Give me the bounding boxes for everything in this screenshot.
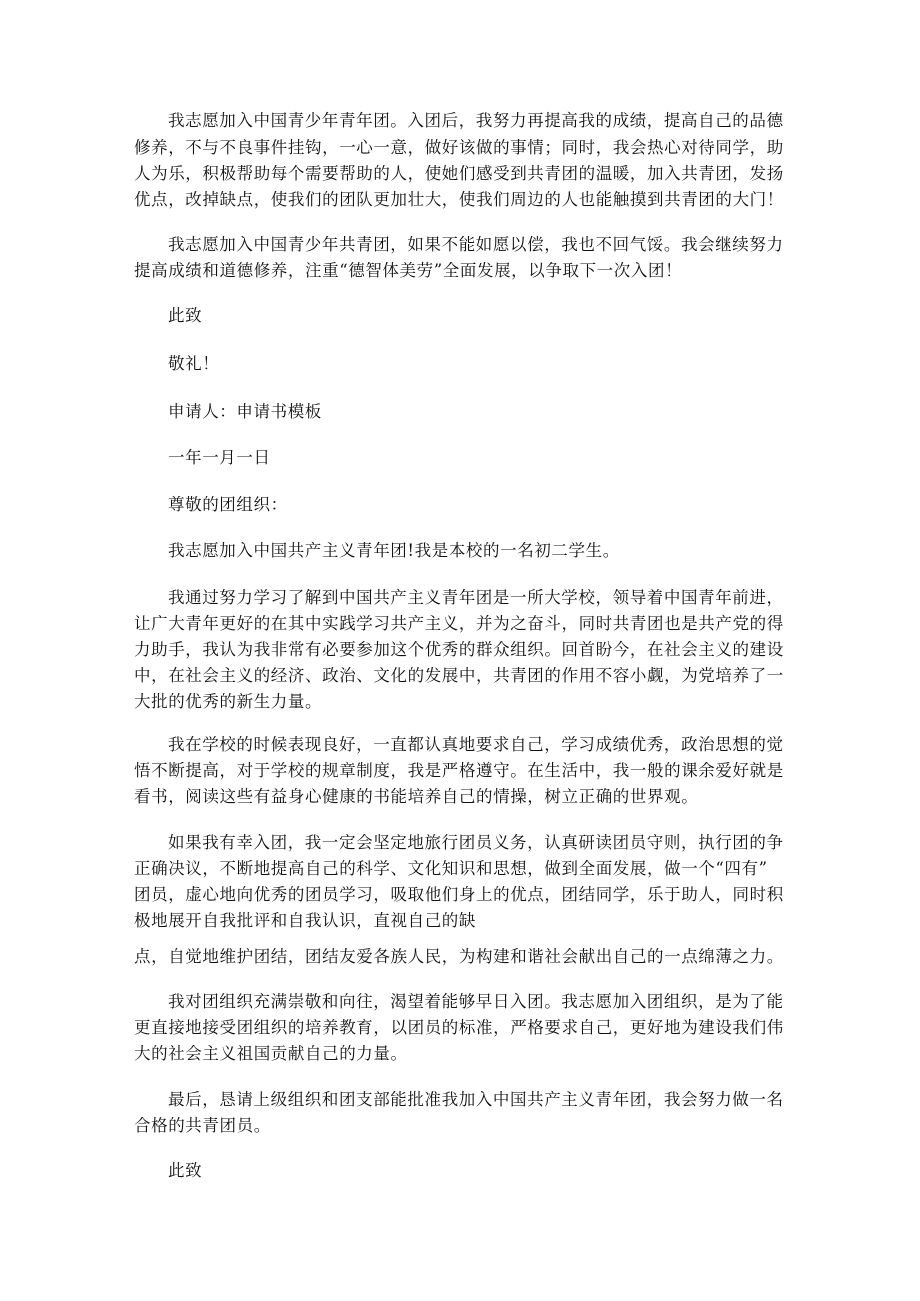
paragraph-7-line-2: 更直接地接受团组织的培养教育，以团员的标准，严格要求自己，更好地为建设我们伟 xyxy=(134,1018,784,1037)
paragraph-1-line-4: 优点，改掉缺点，使我们的团队更加壮大，使我们周边的人也能触摸到共青团的大门！ xyxy=(134,190,784,209)
salute: 敬礼！ xyxy=(168,354,220,373)
paragraph-7-line-1: 我对团组织充满崇敬和向往，渴望着能够早日入团。我志愿加入团组织，是为了能 xyxy=(168,992,784,1011)
greeting: 尊敬的团组织： xyxy=(168,495,288,514)
paragraph-4-line-3: 看书，阅读这些有益身心健康的书能培养自己的情操，树立正确的世界观。 xyxy=(134,787,699,806)
paragraph-8-line-2: 合格的共青团员。 xyxy=(134,1116,271,1135)
paragraph-2-line-2: 提高成绩和道德修养，注重“德智体美劳”全面发展，以争取下一次入团！ xyxy=(134,261,683,280)
paragraph-2-line-1: 我志愿加入中国青少年共青团，如果不能如愿以偿，我也不回气馁。我会继续努力 xyxy=(168,235,784,254)
paragraph-5-line-3: 团员，虚心地向优秀的团员学习，吸取他们身上的优点，团结同学，乐于助人，同时积 xyxy=(134,885,784,904)
closing-ci-zhi-2: 此致 xyxy=(168,1161,203,1180)
paragraph-3-line-4: 中，在社会主义的经济、政治、文化的发展中，共青团的作用不容小觑，为党培养了一 xyxy=(134,666,784,685)
paragraph-3-line-5: 大批的优秀的新生力量。 xyxy=(134,692,323,711)
paragraph-1-line-1: 我志愿加入中国青少年青年团。入团后，我努力再提高我的成绩，提高自己的品德 xyxy=(168,111,784,130)
paragraph-5-line-1: 如果我有幸入团，我一定会坚定地旅行团员义务，认真研读团员守则，执行团的争 xyxy=(168,833,784,852)
paragraph-5-line-4: 极地展开自我批评和自我认识，直视自己的缺 xyxy=(134,911,476,930)
paragraph-4-line-2: 悟不断提高，对于学校的规章制度，我是严格遵守。在生活中，我一般的课余爱好就是 xyxy=(134,761,784,780)
intro-line: 我志愿加入中国共产主义青年团!我是本校的一名初二学生。 xyxy=(168,541,620,560)
paragraph-3-line-3: 力助手，我认为我非常有必要参加这个优秀的群众组织。回首盼今，在社会主义的建设 xyxy=(134,640,784,659)
date-line: 一年一月一日 xyxy=(168,448,271,467)
paragraph-8-line-1: 最后，恳请上级组织和团支部能批准我加入中国共产主义青年团，我会努力做一名 xyxy=(168,1090,784,1109)
paragraph-1-line-2: 修养，不与不良事件挂钩，一心一意，做好该做的事情；同时，我会热心对待同学，助 xyxy=(134,138,784,157)
paragraph-1-line-3: 人为乐，积极帮助每个需要帮助的人，使她们感受到共青团的温暖，加入共青团，发扬 xyxy=(134,164,784,183)
paragraph-7-line-3: 大的社会主义祖国贡献自己的力量。 xyxy=(134,1044,408,1063)
paragraph-3-line-2: 让广大青年更好的在其中实践学习共产主义，并为之奋斗，同时共青团也是共产党的得 xyxy=(134,614,784,633)
paragraph-3-line-1: 我通过努力学习了解到中国共产主义青年团是一所大学校，领导着中国青年前进， xyxy=(168,588,784,607)
applicant-line: 申请人：申请书模板 xyxy=(168,402,322,421)
paragraph-5-line-2: 正确决议，不断地提高自己的科学、文化知识和思想，做到全面发展，做一个“四有” xyxy=(134,859,768,878)
paragraph-4-line-1: 我在学校的时候表现良好，一直都认真地要求自己，学习成绩优秀，政治思想的觉 xyxy=(168,735,784,754)
paragraph-6: 点，自觉地维护团结，团结友爱各族人民，为构建和谐社会献出自己的一点绵薄之力。 xyxy=(134,947,784,966)
closing-ci-zhi-1: 此致 xyxy=(168,306,203,325)
